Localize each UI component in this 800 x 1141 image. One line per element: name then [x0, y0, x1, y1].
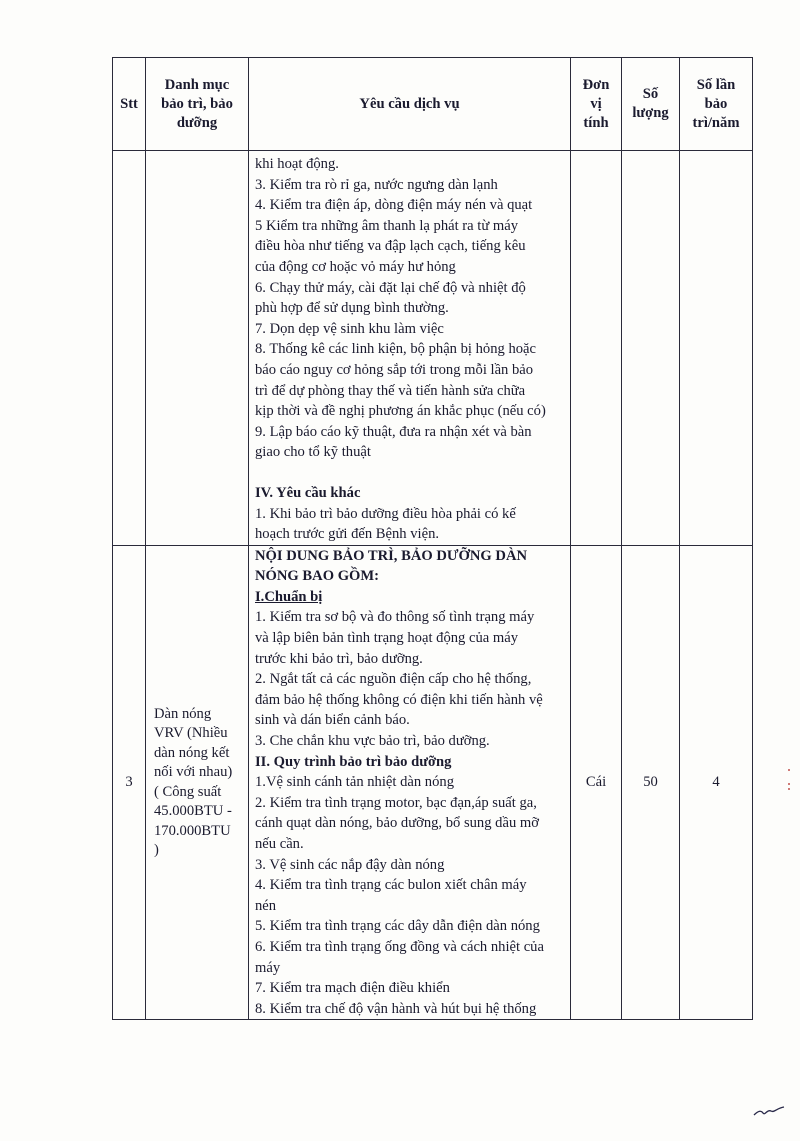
requirement-line: 3. Che chắn khu vực bảo trì, bảo dưỡng. — [255, 733, 490, 750]
requirement-line: báo cáo nguy cơ hỏng sắp tới trong mỗi lần bảo — [255, 361, 534, 378]
section-title — [255, 546, 566, 587]
cell-frequency: 4 — [680, 545, 753, 1020]
maintenance-table — [112, 57, 753, 1020]
requirement-line: của động cơ hoặc vỏ máy hư hỏng — [255, 258, 456, 275]
requirement-line: 8. Kiểm tra chế độ vận hành và hút bụi hệ thống — [255, 1000, 537, 1017]
table-row-continued — [113, 151, 753, 546]
cell-stt-empty — [113, 151, 146, 546]
requirement-line: trì để dự phòng thay thế và tiến hành sửa chữa — [255, 382, 526, 399]
requirement-line: 1.Vệ sinh cánh tản nhiệt dàn nóng — [255, 774, 454, 791]
requirement-line: 5. Kiểm tra tình trạng các dây dẫn điện dàn nóng — [255, 918, 540, 935]
cell-category-empty — [146, 151, 249, 546]
category-line: nối với nhau) — [154, 764, 233, 781]
other-requirements-lines — [255, 504, 566, 545]
header-quantity — [622, 58, 680, 151]
category-line: 170.000BTU — [154, 822, 231, 839]
requirement-line: 7. Dọn dẹp vệ sinh khu làm việc — [255, 320, 444, 337]
requirement-line: 8. Thống kê các linh kiện, bộ phận bị hỏng hoặc — [255, 341, 537, 358]
requirement-line: 7. Kiểm tra mạch điện điều khiển — [255, 980, 450, 997]
header-unit-line: vị — [590, 95, 602, 112]
cell-category — [146, 545, 249, 1020]
spacer — [255, 463, 566, 483]
header-frequency-line: bảo — [704, 95, 728, 112]
title-line: NỘI DUNG BẢO TRÌ, BẢO DƯỠNG DÀN — [255, 547, 528, 564]
requirement-line: cánh quạt dàn nóng, bảo dưỡng, bổ sung dầu mỡ — [255, 815, 539, 832]
requirement-line: máy — [255, 959, 281, 976]
cell-requirements — [249, 545, 571, 1020]
category-line: Dàn nóng — [154, 705, 212, 722]
cell-unit: Cái — [571, 545, 622, 1020]
requirement-line: 1. Kiểm tra sơ bộ và đo thông số tình trạng máy — [255, 609, 535, 626]
requirement-line: 2. Kiểm tra tình trạng motor, bạc đạn,áp suất ga, — [255, 794, 537, 811]
category-line: ) — [154, 842, 159, 859]
header-requirements: Yêu cầu dịch vụ — [249, 58, 571, 151]
requirement-line: 2. Ngắt tất cả các nguồn điện cấp cho hệ thống, — [255, 671, 532, 688]
process-lines — [255, 772, 566, 1019]
requirement-line: 6. Kiểm tra tình trạng ống đồng và cách nhiệt của — [255, 938, 544, 955]
header-frequency — [680, 58, 753, 151]
requirement-line: nén — [255, 897, 277, 914]
requirement-line: 1. Khi bảo trì bảo dưỡng điều hòa phải có kế — [255, 505, 516, 522]
header-quantity-line: lượng — [632, 105, 669, 121]
cell-requirements-continued — [249, 151, 571, 546]
requirement-line: đảm bảo hệ thống không có điện khi tiến hành vệ — [255, 691, 543, 708]
requirement-line: 9. Lập báo cáo kỹ thuật, đưa ra nhận xét và bàn — [255, 423, 532, 440]
header-unit — [571, 58, 622, 151]
cell-frequency-empty — [680, 151, 753, 546]
header-row — [113, 58, 753, 151]
prep-lines — [255, 607, 566, 751]
cell-quantity-empty — [622, 151, 680, 546]
requirement-line: và lập biên bản tình trạng hoạt động của máy — [255, 630, 519, 647]
header-unit-line: Đơn — [582, 76, 610, 93]
title-line: NÓNG BAO GỒM: — [255, 568, 380, 585]
requirement-line: giao cho tổ kỹ thuật — [255, 444, 371, 461]
header-category — [146, 58, 249, 151]
table-row-3 — [113, 545, 753, 1020]
continued-lines — [255, 154, 566, 463]
category-lines — [154, 705, 246, 861]
requirement-line: phù hợp để sử dụng bình thường. — [255, 300, 449, 317]
requirement-line: trước khi bảo trì, bảo dưỡng. — [255, 650, 423, 667]
initial-mark-icon — [752, 1105, 786, 1119]
requirement-line: 4. Kiểm tra tình trạng các bulon xiết chân máy — [255, 877, 527, 894]
header-stt: Stt — [113, 58, 146, 151]
requirement-line: 3. Kiểm tra rò rỉ ga, nước ngưng dàn lạnh — [255, 176, 498, 193]
header-category-line: Danh mục — [164, 76, 230, 93]
cell-unit-empty — [571, 151, 622, 546]
requirement-line: 4. Kiểm tra điện áp, dòng điện máy nén và quạt — [255, 197, 533, 214]
category-line: ( Công suất — [154, 783, 222, 800]
requirement-line: kịp thời và đề nghị phương án khắc phục (nếu có) — [255, 403, 546, 420]
requirement-line: hoạch trước gửi đến Bệnh viện. — [255, 526, 440, 543]
requirement-line: khi hoạt động. — [255, 156, 339, 172]
process-heading: II. Quy trình bảo trì bảo dưỡng — [255, 753, 452, 770]
category-line: 45.000BTU - — [154, 803, 232, 820]
cell-quantity: 50 — [622, 545, 680, 1020]
margin-marks — [786, 766, 792, 796]
other-requirements-heading: IV. Yêu cầu khác — [255, 484, 361, 501]
cell-stt: 3 — [113, 545, 146, 1020]
requirement-line: 5 Kiểm tra những âm thanh lạ phát ra từ máy — [255, 217, 519, 234]
header-category-line: bảo trì, bảo — [161, 95, 233, 112]
requirement-line: nếu cần. — [255, 836, 304, 852]
header-category-line: dưỡng — [176, 114, 218, 131]
header-frequency-line: trì/năm — [692, 114, 740, 131]
header-quantity-line: Số — [642, 86, 659, 102]
category-line: VRV (Nhiều — [154, 725, 228, 742]
requirement-line: điều hòa như tiếng va đập lạch cạch, tiếng kêu — [255, 238, 526, 255]
requirement-line: 6. Chạy thử máy, cài đặt lại chế độ và nhiệt độ — [255, 279, 526, 296]
prep-heading: I.Chuẩn bị — [255, 588, 323, 605]
category-line: dàn nóng kết — [154, 744, 230, 761]
header-frequency-line: Số lần — [696, 76, 736, 93]
requirement-line: 3. Vệ sinh các nắp đậy dàn nóng — [255, 856, 445, 873]
requirement-line: sinh và dán biển cảnh báo. — [255, 712, 410, 729]
header-unit-line: tính — [583, 114, 609, 131]
